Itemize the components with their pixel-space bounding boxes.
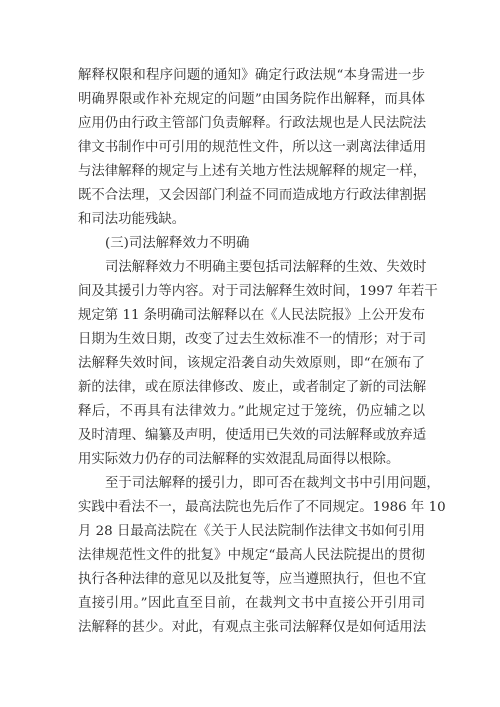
text-line-12: 日期为生效日期，改变了过去生效标准不一的情形；对于司 — [78, 332, 427, 347]
text-line-3: 应用仍由行政主管部门负责解释。行政法规也是人民法院法 — [78, 116, 427, 131]
text-line-23: 直接引用。”因此直至目前，在裁判文书中直接公开引用司 — [78, 596, 425, 611]
text-line-24: 法解释的甚少。对此，有观点主张司法解释仅是如何适用法 — [78, 620, 427, 635]
text-line-2: 明确界限或作补充规定的问题”由国务院作出解释，而具体 — [78, 92, 425, 107]
text-line-16: 及时清理、编纂及声明，使适用已失效的司法解释或放弃适 — [78, 428, 427, 443]
text-line-14: 新的法律，或在原法律修改、废止，或者制定了新的司法解 — [78, 380, 427, 395]
text-line-6: 既不合法理，又会因部门利益不同而造成地方行政法律割据 — [78, 188, 427, 203]
text-line-1: 解释权限和程序问题的通知》确定行政法规“本身需进一步 — [78, 68, 425, 83]
text-line-19: 实践中看法不一，最高法院也先后作了不同规定。1986 年 10 — [78, 500, 446, 515]
text-line-10: 间及其援引力等内容。对于司法解释生效时间，1997 年若干 — [78, 284, 438, 299]
text-line-21: 法律规范性文件的批复》中规定“最高人民法院提出的贯彻 — [78, 548, 425, 563]
text-line-22: 执行各种法律的意见以及批复等，应当遵照执行，但也不宜 — [78, 572, 427, 587]
text-line-5: 与法律解释的规定与上述有关地方性法规解释的规定一样， — [78, 164, 427, 179]
text-line-7: 和司法功能残缺。 — [78, 212, 186, 227]
text-line-15: 释后，不再具有法律效力。”此规定过于笼统，仍应辅之以 — [78, 404, 425, 419]
text-line-17: 用实际效力仍存的司法解释的实效混乱局面得以根除。 — [78, 452, 400, 467]
text-line-13: 法解释失效时间，该规定沿袭自动失效原则，即“在颁布了 — [78, 356, 425, 371]
text-line-4: 律文书制作中可引用的规范性文件，所以这一剥离法律适用 — [78, 140, 427, 155]
section-heading: (三)司法解释效力不明确 — [105, 236, 250, 251]
text-line-9: 司法解释效力不明确主要包括司法解释的生效、失效时 — [105, 260, 427, 275]
text-line-11: 规定第 11 条明确司法解释以在《人民法院报》上公开发布 — [78, 308, 425, 323]
text-line-18: 至于司法解释的援引力，即可否在裁判文书中引用问题， — [105, 476, 440, 491]
text-line-20: 月 28 日最高法院在《关于人民法院制作法律文书如何引用 — [78, 524, 425, 539]
